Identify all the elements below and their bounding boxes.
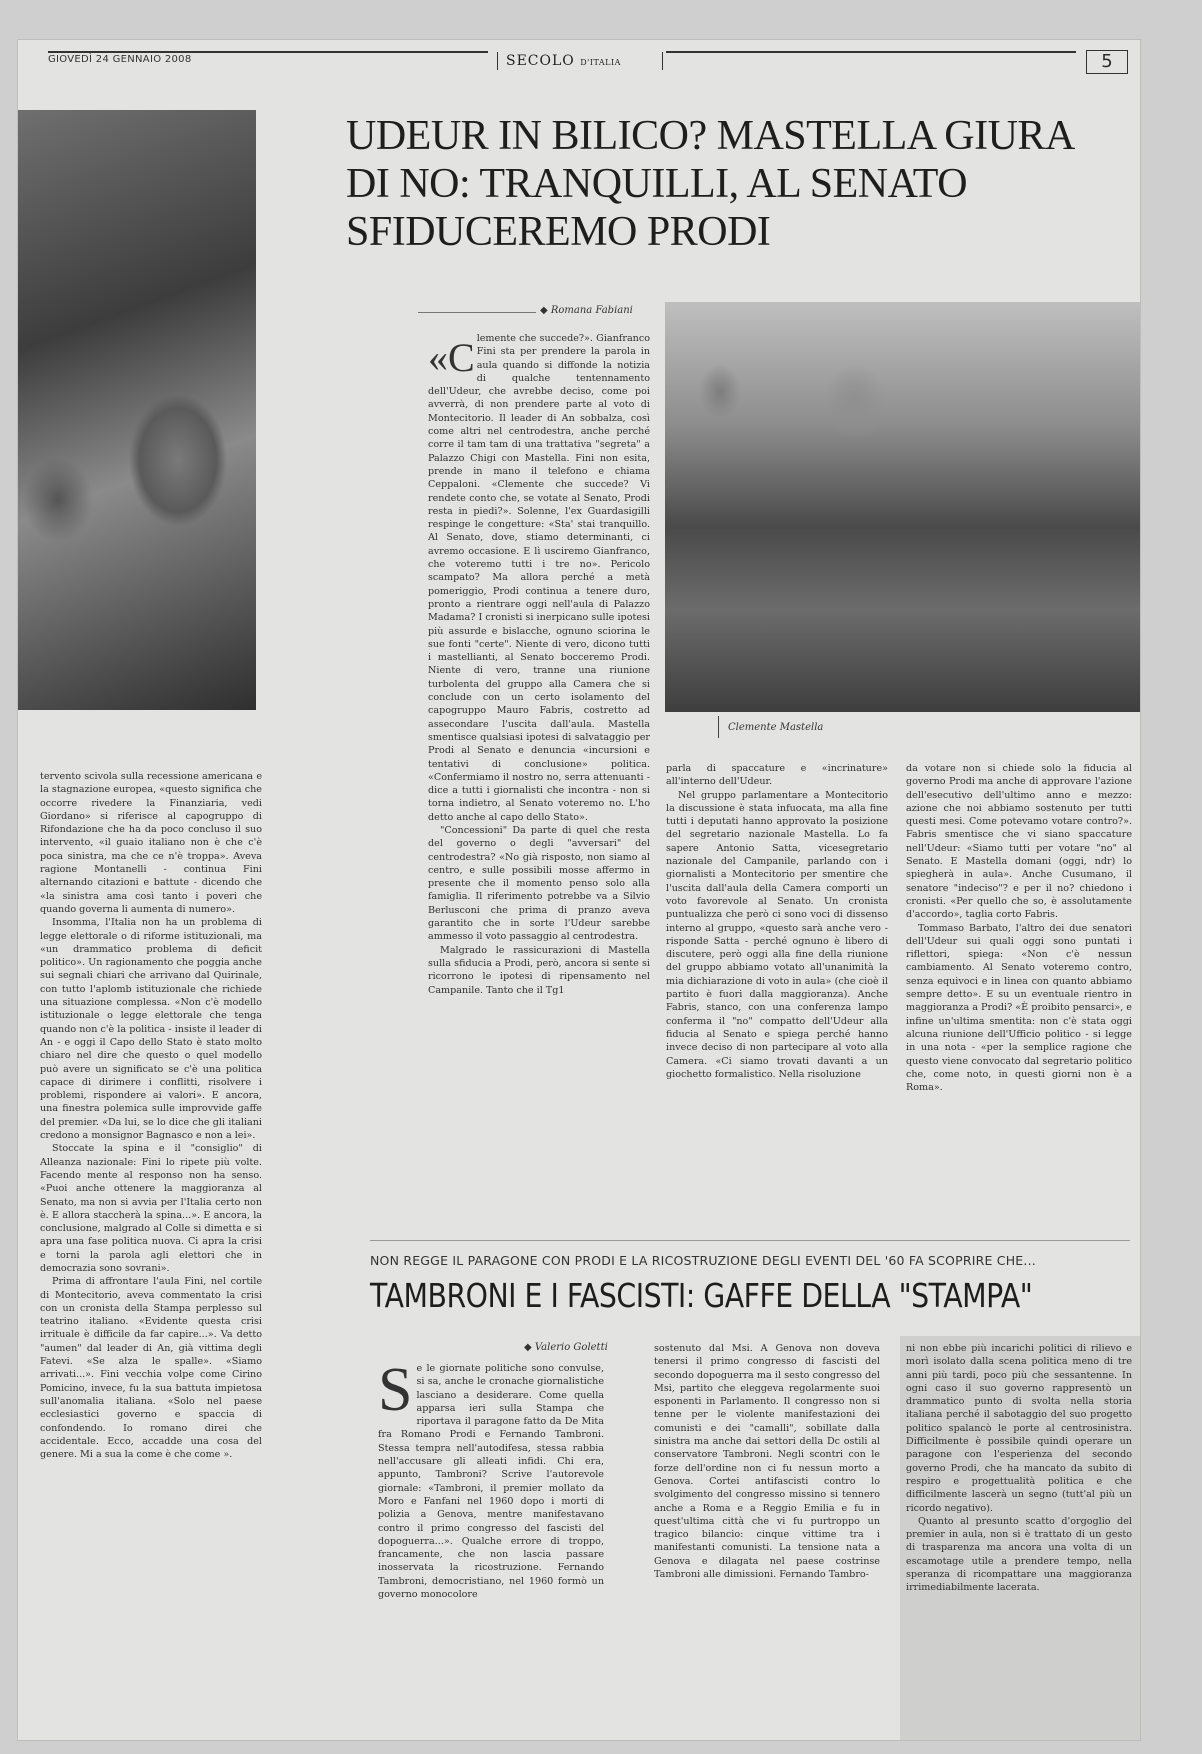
article2-paragraph: Quanto al presunto scatto d'orgoglio del premier in aula, non si è trattato di un gesto di trasparenza ma ancora una volta di un escamotage utile a prendere tempo, nella speranza di ricompattare una maggioranza irrimediabilmente lacerata. xyxy=(906,1515,1132,1594)
article1-paragraph: parla di spaccature e «incrinature» all'interno dell'Udeur. xyxy=(666,763,888,788)
left-paragraph: tervento scivola sulla recessione americana e la stagnazione europea, «questo significa che occorre rivedere la Finanziaria, vedi Giordano» si riferisce al capogruppo di Rifondazione che ha da poco concluso il suo intervento, «il guaio italiano non è che c'è poca sinistra, ma che ce n'è troppa». Aveva ragione Montanelli - continua Fini alternando citazioni e battute - dicendo che «la sinistra ama così tanto i poveri che quando governa li aumenta di numero». xyxy=(40,771,262,915)
left-paragraph: Stoccate la spina e il "consiglio" di Alleanza nazionale: Fini lo ripete più volte. Facendo mente al responso non ha senso. «Puoi anche ottenere la maggioranza al Senato, ma non si avvia per l'Italia certo non è. E allora staccherà la spina...». E ancora, la conclusione, malgrado al Colle si dimetta e si apra una fase politica nuova. Ci apra la crisi e torni la parola agli elettori che in democrazia sono sovrani». xyxy=(40,1143,262,1274)
article2-byline: ◆ Valerio Goletti xyxy=(524,1342,608,1353)
article2-column-3 xyxy=(906,1342,1132,1595)
page-number: 5 xyxy=(1086,50,1128,74)
drop-cap: S xyxy=(378,1356,413,1424)
left-paragraph: Prima di affrontare l'aula Fini, nel cortile di Montecitorio, aveva commentato la crisi con un cronista della Stampa perplesso sul teatrino italiano. «Evidente questa crisi irrituale è difficile da far capire...». Va detto "aumen" dal leader di An, già vittima degli Fatevi. «Se alza le spalle». «Siamo arrivati...». Fini vecchia volpe come Cirino Pomicino, invece, fu la sua battuta impietosa sull'anomalia italiana. «Solo nel paese ecclesiastici governo e spaccia di confondendo. Io romano direi che accidentale. Ecco, accadde una cosa del genere. Mi a sua la come è che come ». xyxy=(40,1276,262,1461)
newspaper-logo: SECOLO D'ITALIA xyxy=(506,53,621,69)
article1-paragraph: Tommaso Barbato, l'altro dei due senatori dell'Udeur sui quali oggi sono puntati i riflettori, spiega: «Non c'è nessun cambiamento. Al Senato voteremo contro, senza equivoci e in linea con quanto abbiamo sempre detto». E su un eventuale rientro in maggioranza a Prodi? «È proibito pensarci», e infine un'ultima smentita: non c'è stata oggi alcuna riunione dell'Ufficio politico - si legge in una nota - «per la semplice ragione che questo viene convocato dal segretario politico che, come noto, in questi giorni non è a Roma». xyxy=(906,922,1132,1094)
article2-kicker: NON REGGE IL PARAGONE CON PRODI E LA RICOSTRUZIONE DEGLI EVENTI DEL '60 FA SCOPRIRE CHE... xyxy=(370,1253,1036,1268)
header-rule-right xyxy=(666,51,1076,53)
header-rule-left xyxy=(48,51,488,53)
article2-paragraph: sostenuto dal Msi. A Genova non doveva tenersi il primo congresso di fascisti del secondo dopoguerra ma il sesto congresso del Msi, partito che eleggeva regolarmente suoi esponenti in Parlamento. Il congresso non si tenne per le violente manifestazioni dei comunisti e dei "camalli", sobillate dalla sinistra ma anche dai settori della Dc ostili al conservatore Tambroni. Negli scontri con le forze dell'ordine non ci fu nessun morto a Genova. Cortei antifascisti contro lo svolgimento del congresso missino si tennero anche a Roma e a Reggio Emilia e fu in quest'ultima città che vi fu purtroppo un tragico bilancio: cinque vittime tra i manifestanti comunisti. La tensione nata a Genova e dilagata nel paese costrinse Tambroni alle dimissioni. Fernando Tambro- xyxy=(654,1343,880,1581)
header-divider xyxy=(662,52,663,70)
article1-paragraph: Nel gruppo parlamentare a Montecitorio la discussione è stata infuocata, ma alla fine tutti i deputati hanno approvato la posizione del segretario nazionale Mastella. Lo fa sapere Antonio Satta, vicesegretario nazionale del Campanile, parlando con i giornalisti a Montecitorio per smentire che l'uscita dall'aula della Camera comporti un voto favorevole al Senato. Un cronista puntualizza che però ci sono voci di dissenso interno al gruppo, «questo sarà anche vero - risponde Satta - perché ognuno è libero di discutere, però oggi alla fine della riunione del gruppo abbiamo votato all'unanimità la mia dichiarazione di voto in aula» (che cioè il partito è fuori dalla maggioranza). Anche Fabris, stanco, con una conferenza lampo conferma il "no" compatto dell'Udeur alla fiducia al Senato e spiega perché hanno invece deciso di non partecipare al voto alla Camera. «Ci siamo trovati davanti a un giochetto formalistico. Nella risoluzione xyxy=(666,789,888,1080)
left-paragraph: Insomma, l'Italia non ha un problema di legge elettorale o di riforme istituzionali, ma «un drammatico problema di deficit politico». Un ragionamento che poggia anche sui segnali chiari che arrivano dal Quirinale, con tutto l'aplomb istituzionale che richiede una situazione complessa. «Non c'è modello istituzionale o legge elettorale che tenga quando non c'è la politica - insiste il leader di An - e oggi il Capo dello Stato è stato molto chiaro nel dire che questo o quel modello può avere un significato se c'è una politica capace di dirimere i conflitti, risolvere i problemi, rispondere ai valori». E ancora, una finestra polemica sulle improvvide gaffe del premier. «Da lui, se lo dice che gli italiani credono a monsignor Bagnasco e non a lei». xyxy=(40,917,262,1142)
article1-lead-paragraph: «Clemente che succede?». Gianfranco Fini sta per prendere la parola in aula quando si diffonde la notizia di qualche tentennamento dell'Udeur, che avrebbe deciso, come poi avverrà, di non prendere parte al voto di Montecitorio. Il leader di An sobbalza, così come altri nel centrodestra, anche perché corre il tam tam di una trattativa "segreta" a Palazzo Chigi con Mastella. Fini non esita, prende in mano il telefono e chiama Ceppaloni. «Clemente che succede? Vi rendete conto che, se votate al Senato, Prodi resta in piedi?». Solenne, l'ex Guardasigilli respinge le congetture: «Sta' stai tranquillo. Al Senato, dove, stiamo determinanti, ci avremo occasione. E lì usciremo Gianfranco, che voteremo tutti i tre no». Pericolo scampato? Ma allora perché a metà pomeriggio, Prodi continua a tenere duro, pronto a rientrare oggi nell'aula di Palazzo Madama? I cronisti si inerpicano sulle ipotesi più assurde e bislacche, ognuno sciorina le sue fonti "certe". Niente di vero, dicono tutti i mastellianti, al Senato bocceremo Prodi. Niente di vero, tranne una riunione turbolenta del gruppo alla Camera che si conclude con un certo isolamento del capogruppo Mauro Fabris, costretto ad assecondare l'uscita dall'aula. Mastella smentisce qualsiasi ipotesi di salvataggio per Prodi al Senato e denuncia «incursioni e tentativi di conclusione» politica. «Confermiamo il nostro no, serra attenuanti - dice a tutti i giornalisti che incontra - non si torna indietro, al Senato voteremo no. L'ho detto anche al capo dello Stato». xyxy=(428,333,650,823)
caption-rule xyxy=(718,716,719,738)
article2-paragraph: ni non ebbe più incarichi politici di rilievo e morì isolato dalla scena politica meno di tre anni più tardi, poco più che sessantenne. In ogni caso il suo governo rappresentò un drammatico punto di svolta nella storia italiana perché il sabotaggio del suo progetto politico spalancò le porte al centrosinistra. Difficilmente è possibile quindi operare un paragone con l'esperienza del secondo governo Prodi, che ha mancato da subito di respiro e progettualità politica e che difficilmente lascerà un segno (tutt'al più un ricordo negativo). xyxy=(906,1343,1132,1514)
article1-column-1 xyxy=(428,332,650,997)
left-column xyxy=(40,770,262,1461)
article1-paragraph: da votare non si chiede solo la fiducia al governo Prodi ma anche di approvare l'azione dell'esecutivo dell'ultimo anno e mezzo: azione che noi abbiamo sostenuto per tutti questi mesi. Come potevamo votare contro?». Fabris smentisce che vi siano spaccature nell'Udeur: «Siamo tutti per votare "no" al Senato. E Mastella domani (oggi, ndr) lo spiegherà in aula». Anche Cusumano, il senatore "indeciso"? e per il no? chiedono i cronisti. «Per quello che so, è assolutamente d'accordo», taglia corto Fabris. xyxy=(906,763,1132,921)
byline: ◆ Romana Fabiani xyxy=(540,305,633,316)
article2-column-2 xyxy=(654,1342,880,1581)
issue-date: GIOVEDÌ 24 GENNAIO 2008 xyxy=(48,54,192,65)
article-headline: UDEUR IN BILICO? MASTELLA GIURA DI NO: TRANQUILLI, AL SENATO SFIDUCEREMO PRODI xyxy=(346,113,1073,255)
mastella-photo xyxy=(665,302,1140,712)
left-photo xyxy=(18,110,256,710)
photo-caption: Clemente Mastella xyxy=(728,722,824,733)
byline-rule xyxy=(418,312,536,313)
article1-column-2 xyxy=(666,762,888,1081)
section-separator xyxy=(370,1240,1130,1241)
quote-mark: «C xyxy=(428,335,475,380)
article1-paragraph: Malgrado le rassicurazioni di Mastella sulla sfiducia a Prodi, però, ancora si sente si ricorrono le ipotesi di ripensamento nel Campanile. Tanto che il Tg1 xyxy=(428,944,650,996)
article2-paragraph: Se le giornate politiche sono convulse, si sa, anche le cronache giornalistiche lasciano a desiderare. Come quella apparsa ieri sulla Stampa che riportava il paragone fatto da De Mita fra Romano Prodi e Fernando Tambroni. Stessa tempra nell'autodifesa, stessa rabbia nell'accusare gli alleati infidi. Chi era, appunto, Tambroni? Scrive l'autorevole giornale: «Tambroni, il premier mollato da Moro e Fanfani nel 1960 dopo i morti di polizia a Genova, mentre manifestavano contro il primo congresso del fascisti del dopoguerra...». Qualche errore di troppo, francamente, che non lascia passare inosservata la ricostruzione. Fernando Tambroni, democristiano, nel 1960 formò un governo monocolore xyxy=(378,1356,604,1601)
header-divider xyxy=(497,52,498,70)
article1-paragraph: "Concessioni" Da parte di quel che resta del governo o degli "avversari" del centrodestra? «No già risposto, non siamo al centro, e sulle possibili mosse affermo in presente che il momento penso solo alla famiglia. Il riferimento potrebbe va a Silvio Berlusconi che prima di pranzo aveva garantito che in sorte l'Udeur sarebbe ammesso il voto passaggio al centrodestra. xyxy=(428,824,650,943)
newspaper-page xyxy=(18,40,1140,1740)
article2-column-1 xyxy=(378,1356,604,1601)
article2-headline: TAMBRONI E I FASCISTI: GAFFE DELLA "STAMPA" xyxy=(370,1276,1033,1315)
article1-column-3 xyxy=(906,762,1132,1094)
